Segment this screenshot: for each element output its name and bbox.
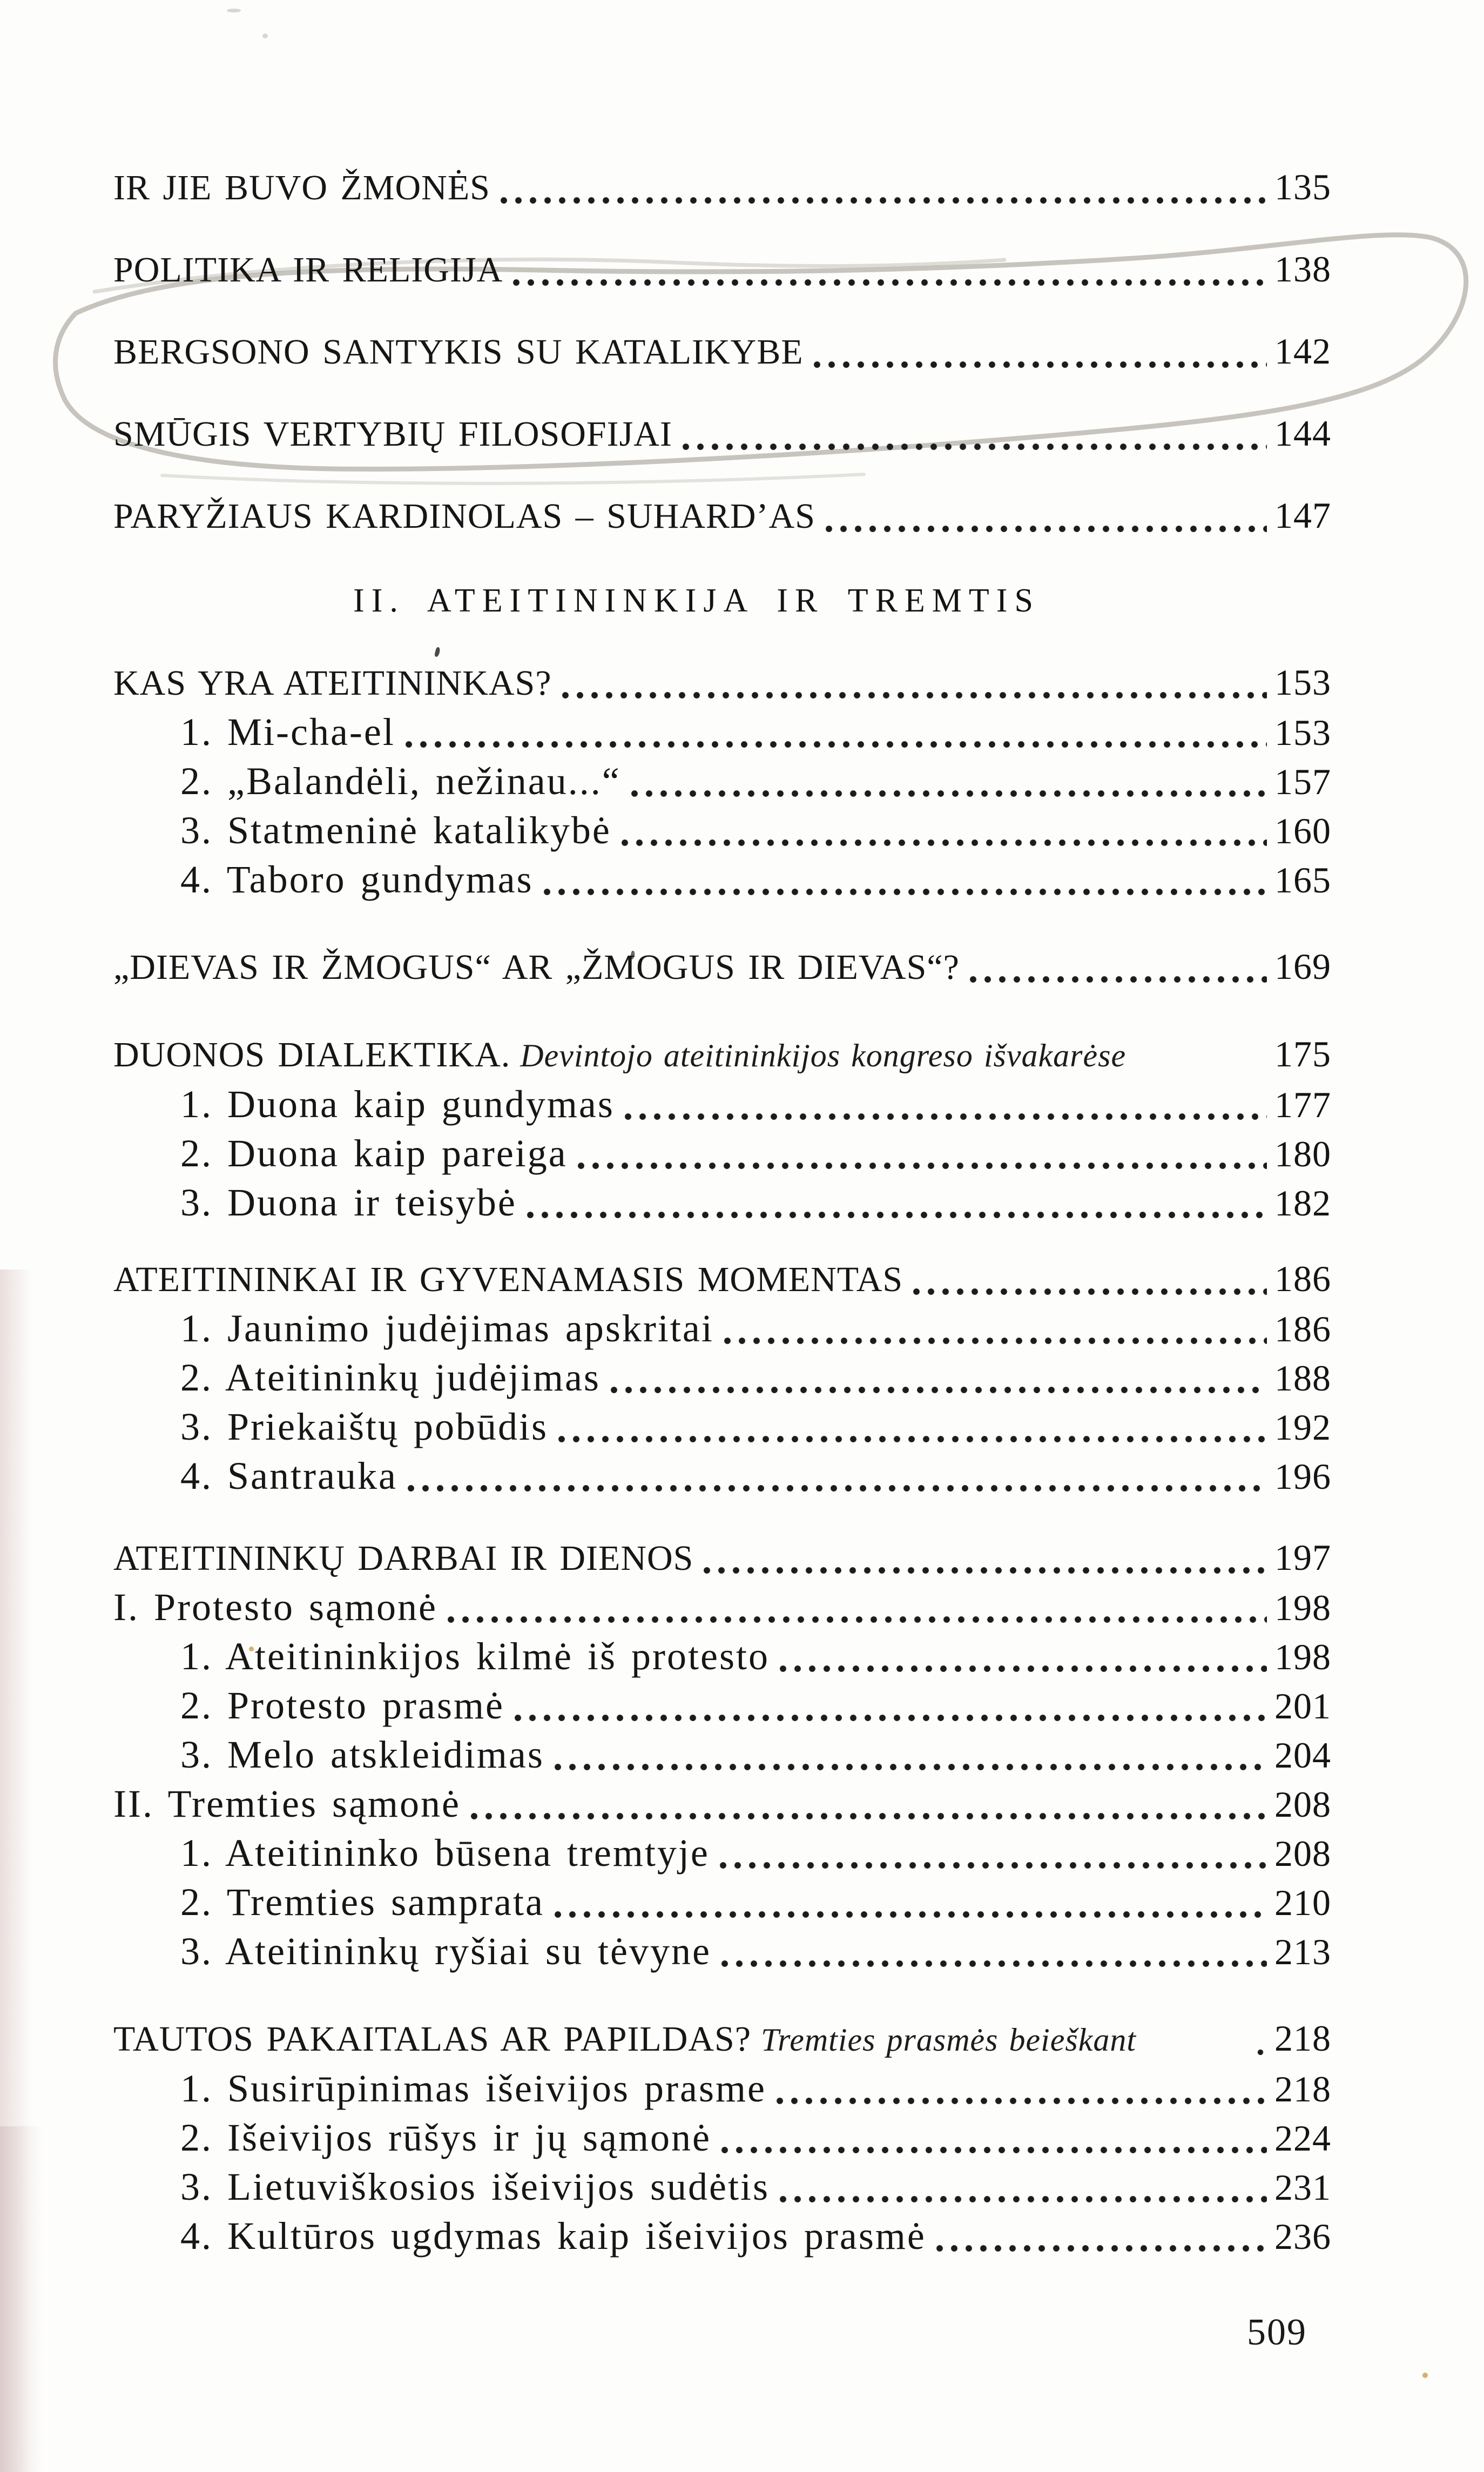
toc-entry-page-number: 165 xyxy=(1274,859,1331,901)
toc-entry-title: 1. Ateitininko būsena tremtyje xyxy=(180,1831,710,1875)
toc-entry-page-number: 138 xyxy=(1274,248,1331,290)
toc-entry-title: 2. Ateitininkų judėjimas xyxy=(180,1356,601,1399)
toc-entry xyxy=(113,2212,1331,2261)
toc-entry-title: 1. Mi-cha-el xyxy=(180,710,395,754)
toc-entry-page-number: 218 xyxy=(1274,2068,1331,2110)
dot-leader xyxy=(1146,2047,1267,2056)
toc-entry xyxy=(113,1080,1331,1129)
toc-entry-title: 3. Statmeninė katalikybė xyxy=(180,809,611,852)
toc-list xyxy=(113,162,1331,2261)
toc-entry-page-number: 192 xyxy=(1274,1407,1331,1448)
toc-entry-page-number: 160 xyxy=(1274,810,1331,851)
toc-entry-title: 1. Jaunimo judėjimas apskritai xyxy=(180,1307,714,1350)
toc-entry xyxy=(113,1353,1331,1402)
dot-leader xyxy=(447,1615,1267,1624)
toc-entry-page-number: 196 xyxy=(1274,1456,1331,1497)
toc-entry xyxy=(113,2162,1331,2212)
dot-leader xyxy=(407,1484,1267,1493)
toc-entry-title: SMŪGIS VERTYBIŲ FILOSOFIJAI xyxy=(113,414,672,454)
toc-entry-page-number: 147 xyxy=(1274,495,1331,536)
toc-entry xyxy=(113,1304,1331,1353)
toc-entry-page-number: 198 xyxy=(1274,1587,1331,1628)
dot-leader xyxy=(470,1812,1267,1821)
toc-entry-page-number: 224 xyxy=(1274,2118,1331,2159)
toc-entry xyxy=(113,1632,1331,1681)
section-heading: II. ATEITININKIJA IR TREMTIS xyxy=(353,582,1040,619)
toc-entry-page-number: 231 xyxy=(1274,2167,1331,2208)
dot-leader xyxy=(610,1386,1267,1394)
toc-entry xyxy=(113,1178,1331,1227)
dot-leader xyxy=(776,2097,1267,2105)
toc-entry-title: 1. Ateitininkijos kilmė iš protesto xyxy=(180,1635,770,1678)
toc-entry-title: ATEITININKŲ DARBAI IR DIENOS xyxy=(113,1539,694,1578)
toc-entry-page-number: 182 xyxy=(1274,1183,1331,1224)
dot-leader xyxy=(624,1112,1267,1121)
toc-entry-title: 2. Duona kaip pareiga xyxy=(180,1132,568,1175)
toc-entry-page-number: 153 xyxy=(1274,712,1331,753)
dot-leader xyxy=(577,1161,1267,1170)
toc-entry xyxy=(113,491,1331,541)
dot-leader xyxy=(719,1861,1267,1870)
dot-leader xyxy=(721,1959,1267,1968)
toc-entry-title: I. Protesto sąmonė xyxy=(113,1586,437,1629)
toc-entry-page-number: 213 xyxy=(1274,1931,1331,1972)
toc-entry-title: 1. Duona kaip gundymas xyxy=(180,1083,615,1126)
dot-leader xyxy=(512,278,1267,287)
toc-entry-title: PARYŽIAUS KARDINOLAS – SUHARD’AS xyxy=(113,496,815,536)
toc-entry xyxy=(113,1829,1331,1878)
dot-leader xyxy=(682,442,1267,451)
dot-leader xyxy=(405,740,1267,749)
toc-entry-title: 3. Ateitininkų ryšiai su tėvyne xyxy=(180,1930,711,1973)
dot-leader xyxy=(724,1336,1267,1345)
dot-leader xyxy=(969,975,1267,984)
toc-entry xyxy=(113,855,1331,904)
toc-entry xyxy=(113,806,1331,855)
dot-leader xyxy=(1136,1063,1267,1072)
toc-entry-page-number: 175 xyxy=(1274,1033,1331,1074)
toc-entry xyxy=(113,408,1331,459)
toc-entry xyxy=(113,326,1331,377)
toc-entry-page-number: 186 xyxy=(1274,1258,1331,1299)
toc-entry xyxy=(113,757,1331,806)
toc-entry xyxy=(113,1681,1331,1730)
toc-entry-page-number: 188 xyxy=(1274,1358,1331,1399)
toc-entry xyxy=(113,1927,1331,1976)
toc-entry xyxy=(113,1730,1331,1779)
dot-leader xyxy=(527,1211,1267,1219)
dot-leader xyxy=(500,196,1267,205)
dot-leader xyxy=(562,691,1267,700)
dot-leader xyxy=(779,2195,1267,2204)
toc-entry xyxy=(113,1779,1331,1829)
dot-leader xyxy=(779,1664,1267,1673)
toc-entry-title: 2. „Balandėli, nežinau...“ xyxy=(180,760,621,803)
toc-entry-page-number: 180 xyxy=(1274,1133,1331,1174)
dot-leader xyxy=(825,525,1267,533)
toc-entry xyxy=(113,2113,1331,2162)
scan-edge-shadow-bottom xyxy=(0,2126,42,2472)
toc-entry-page-number: 208 xyxy=(1274,1784,1331,1825)
toc-entry-page-number: 157 xyxy=(1274,761,1331,802)
toc-entry xyxy=(113,1254,1331,1304)
toc-entry-title: II. Tremties sąmonė xyxy=(113,1782,461,1825)
dot-leader xyxy=(554,1763,1267,1771)
toc-entry-page-number: 177 xyxy=(1274,1084,1331,1125)
toc-entry xyxy=(113,162,1331,213)
toc-entry xyxy=(113,1402,1331,1452)
page-number: 509 xyxy=(1247,2312,1307,2353)
toc-entry-title: BERGSONO SANTYKIS SU KATALIKYBE xyxy=(113,332,804,372)
toc-entry-title: 1. Susirūpinimas išeivijos prasme xyxy=(180,2067,766,2110)
toc-entry xyxy=(113,2014,1331,2064)
scan-speck xyxy=(262,33,268,38)
toc-entry-title: 3. Melo atskleidimas xyxy=(180,1733,544,1776)
toc-entry-title: 3. Lietuviškosios išeivijos sudėtis xyxy=(180,2165,770,2208)
dot-leader xyxy=(621,838,1267,847)
toc-entry-page-number: 204 xyxy=(1274,1735,1331,1776)
toc-entry-page-number: 169 xyxy=(1274,946,1331,987)
scan-speck xyxy=(1422,2373,1428,2378)
dot-leader xyxy=(913,1287,1267,1296)
toc-entry xyxy=(113,2064,1331,2113)
toc-entry-title: ATEITININKAI IR GYVENAMASIS MOMENTAS xyxy=(113,1260,903,1299)
toc-entry xyxy=(113,244,1331,295)
toc-entry-title: 2. Protesto prasmė xyxy=(180,1684,504,1727)
toc-entry-page-number: 198 xyxy=(1274,1636,1331,1677)
toc-entry-title: IR JIE BUVO ŽMONĖS xyxy=(113,168,490,207)
dot-leader xyxy=(721,2146,1267,2154)
toc-entry-page-number: 186 xyxy=(1274,1308,1331,1349)
toc-entry-page-number: 197 xyxy=(1274,1537,1331,1578)
toc-entry-page-number: 135 xyxy=(1274,166,1331,207)
toc-entry-subtitle-italic: Devintojo ateitininkijos kongreso išvakarėse xyxy=(520,1038,1127,1073)
toc-entry-title: DUONOS DIALEKTIKA. xyxy=(113,1035,511,1074)
scan-speck xyxy=(227,9,241,12)
toc-entry-page-number: 208 xyxy=(1274,1833,1331,1874)
toc-entry-page-number: 142 xyxy=(1274,331,1331,372)
dot-leader xyxy=(554,1910,1267,1919)
toc-entry-title: 4. Santrauka xyxy=(180,1454,397,1497)
toc-entry-title: 4. Kultūros ugdymas kaip išeivijos prasmė xyxy=(180,2214,926,2258)
dot-leader xyxy=(936,2244,1267,2253)
toc-entry-page-number: 236 xyxy=(1274,2216,1331,2257)
toc-entry-title: „DIEVAS IR ŽMOGUS“ AR „ŽMOGUS IR DIEVAS“? xyxy=(113,948,960,987)
toc-entry xyxy=(113,1533,1331,1583)
toc-entry-page-number: 144 xyxy=(1274,413,1331,454)
dot-leader xyxy=(514,1714,1267,1722)
dot-leader xyxy=(631,789,1267,798)
toc-entry-title: POLITIKA IR RELIGIJA xyxy=(113,250,503,290)
toc-entry xyxy=(113,1452,1331,1501)
toc-entry-page-number: 153 xyxy=(1274,662,1331,703)
toc-entry-title: KAS YRA ATEITININKAS? xyxy=(113,663,552,703)
toc-entry-title: TAUTOS PAKAITALAS AR PAPILDAS? xyxy=(113,2019,752,2059)
dot-leader xyxy=(703,1566,1267,1575)
toc-entry-title: 2. Išeivijos rūšys ir jų sąmonė xyxy=(180,2116,711,2159)
toc-entry-title: 2. Tremties samprata xyxy=(180,1880,544,1924)
toc-entry-page-number: 210 xyxy=(1274,1882,1331,1923)
toc-entry xyxy=(113,658,1331,708)
toc-entry-title: 3. Priekaištų pobūdis xyxy=(180,1405,548,1448)
toc-entry xyxy=(113,1030,1331,1080)
toc-entry-title: 4. Taboro gundymas xyxy=(180,858,534,901)
dot-leader xyxy=(543,888,1267,896)
toc-entry xyxy=(113,1878,1331,1927)
dot-leader xyxy=(813,360,1267,369)
toc-entry xyxy=(113,1129,1331,1178)
toc-entry xyxy=(113,708,1331,757)
toc-entry-page-number: 201 xyxy=(1274,1685,1331,1727)
toc-entry xyxy=(113,942,1331,992)
toc-entry-title: 3. Duona ir teisybė xyxy=(180,1181,517,1224)
toc-entry-page-number: 218 xyxy=(1274,2018,1331,2059)
dot-leader xyxy=(558,1435,1267,1443)
toc-entry xyxy=(113,1583,1331,1632)
toc-entry-subtitle-italic: Tremties prasmės beieškant xyxy=(761,2022,1137,2058)
